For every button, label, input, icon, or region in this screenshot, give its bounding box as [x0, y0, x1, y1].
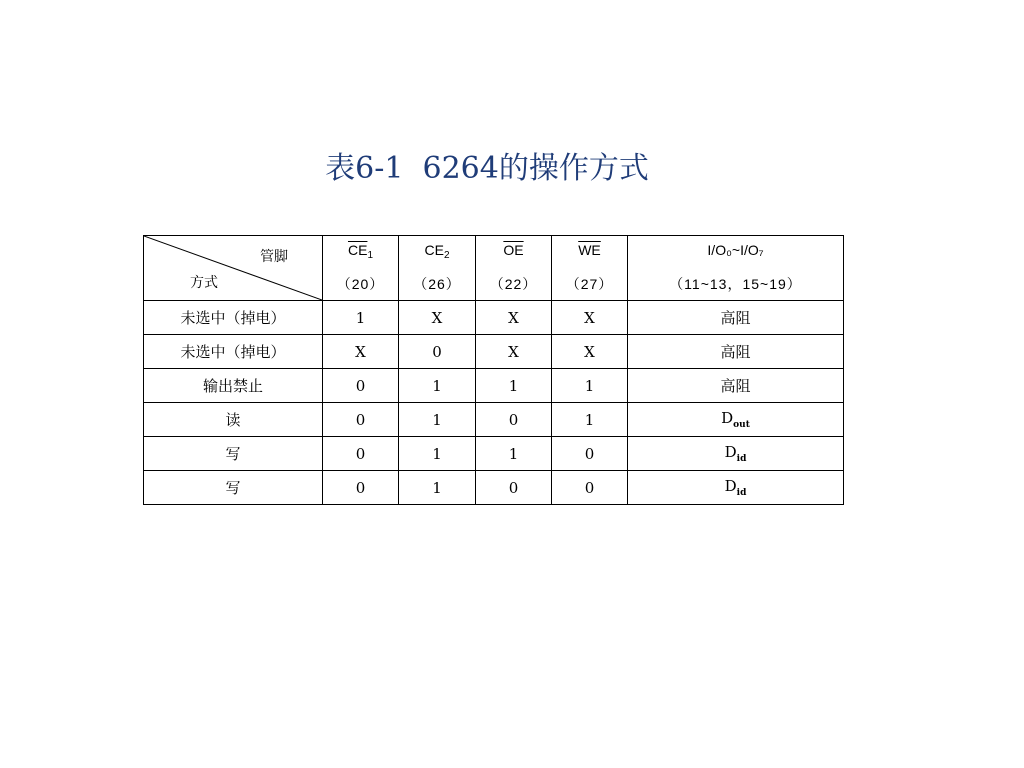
- cell-ce2: 1: [399, 369, 476, 403]
- cell-ce2: 1: [399, 403, 476, 437]
- column-name-ce1: $\overline{CE}$: [347, 242, 368, 258]
- row-mode: 未选中（掉电）: [144, 301, 323, 335]
- cell-io: [628, 369, 844, 403]
- column-name-io: I/O₀~I/O₇: [707, 242, 764, 258]
- cell-io: [628, 335, 844, 369]
- corner-pin-label: 管脚: [260, 248, 288, 264]
- cell-we: X: [552, 335, 628, 369]
- column-pin-ce1: （20）: [336, 276, 385, 292]
- column-header-ce2: [399, 236, 476, 301]
- column-pin-io: （11~13，15~19）: [669, 276, 802, 292]
- corner-mode-label: 方式: [190, 274, 218, 290]
- cell-io-main: D: [721, 409, 734, 427]
- row-mode: 读: [144, 403, 323, 437]
- cell-oe: X: [476, 335, 552, 369]
- cell-io: [628, 471, 844, 505]
- cell-io-sub: id: [736, 454, 747, 464]
- cell-ce1: 0: [323, 471, 399, 505]
- table-row: [144, 471, 844, 505]
- cell-io: [628, 403, 844, 437]
- cell-io-main: 高阻: [720, 378, 751, 395]
- cell-ce1: 0: [323, 437, 399, 471]
- cell-oe: X: [476, 301, 552, 335]
- column-header-ce1: [323, 236, 399, 301]
- table-row: [144, 437, 844, 471]
- cell-ce1: X: [323, 335, 399, 369]
- row-mode: 未选中（掉电）: [144, 335, 323, 369]
- column-name-oe: $\overline{OE}$: [503, 242, 524, 258]
- cell-io-main: D: [724, 477, 737, 495]
- column-name-we: $\overline{WE}$: [578, 242, 601, 258]
- cell-io: [628, 437, 844, 471]
- column-name-ce2: CE: [424, 242, 444, 258]
- cell-io-main: 高阻: [720, 310, 751, 327]
- cell-oe: 1: [476, 369, 552, 403]
- cell-ce2: X: [399, 301, 476, 335]
- diagonal-divider: [144, 236, 322, 300]
- row-mode: 写: [144, 471, 323, 505]
- cell-we: 1: [552, 403, 628, 437]
- table-row: [144, 301, 844, 335]
- column-pin-we: （27）: [565, 276, 614, 292]
- cell-io-sub: id: [736, 488, 747, 498]
- cell-we: 0: [552, 437, 628, 471]
- column-sub-ce1: 1: [367, 250, 373, 261]
- cell-we: 0: [552, 471, 628, 505]
- operation-modes-table: [143, 235, 844, 505]
- cell-ce1: 0: [323, 403, 399, 437]
- page-title: 表6-1 6264的操作方式: [325, 151, 649, 186]
- column-pin-oe: （22）: [489, 276, 538, 292]
- row-mode: 写: [144, 437, 323, 471]
- cell-oe: 1: [476, 437, 552, 471]
- cell-ce2: 1: [399, 471, 476, 505]
- cell-io-main: D: [724, 443, 737, 461]
- cell-we: 1: [552, 369, 628, 403]
- cell-io-main: 高阻: [720, 344, 751, 361]
- cell-oe: 0: [476, 471, 552, 505]
- column-header-io: [628, 236, 844, 301]
- table-row: [144, 369, 844, 403]
- cell-io-sub: out: [733, 420, 750, 430]
- column-sub-ce2: 2: [443, 250, 450, 261]
- table-row: [144, 403, 844, 437]
- cell-we: X: [552, 301, 628, 335]
- row-mode: 输出禁止: [144, 369, 323, 403]
- cell-ce1: 1: [323, 301, 399, 335]
- table-header-row: [144, 236, 844, 301]
- column-pin-ce2: （26）: [413, 276, 461, 292]
- cell-ce2: 1: [399, 437, 476, 471]
- cell-ce2: 0: [399, 335, 476, 369]
- column-header-we: [552, 236, 628, 301]
- corner-header-cell: [144, 236, 323, 301]
- column-header-oe: [476, 236, 552, 301]
- cell-io: [628, 301, 844, 335]
- cell-ce1: 0: [323, 369, 399, 403]
- table-row: [144, 335, 844, 369]
- cell-oe: 0: [476, 403, 552, 437]
